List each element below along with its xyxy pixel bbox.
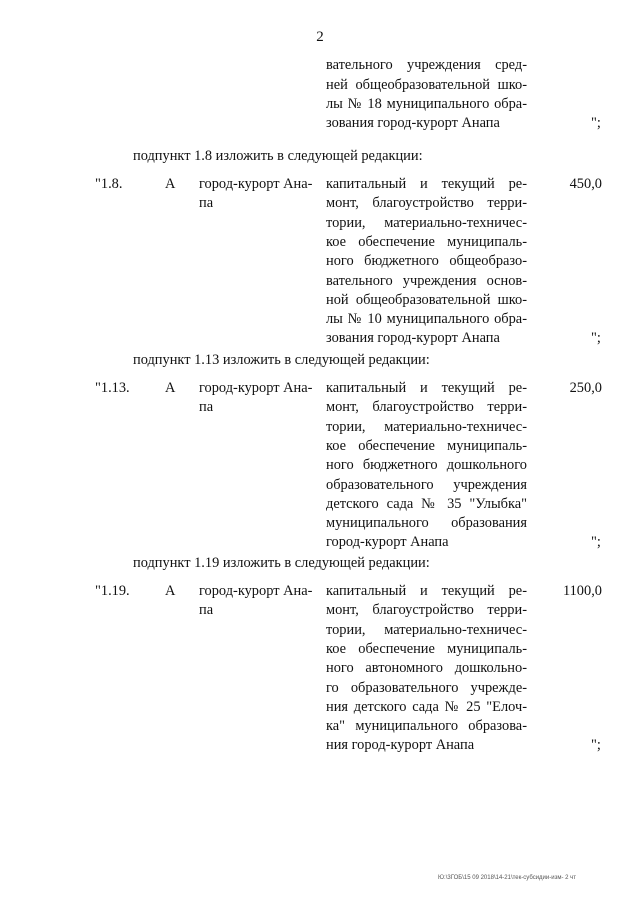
description-line: кое обеспечение муниципаль- bbox=[326, 437, 527, 454]
intro-line: ней общеобразовательной шко- bbox=[326, 77, 527, 93]
description-line: кое обеспечение муниципаль- bbox=[326, 233, 527, 250]
description-line: монт, благоустройство терри- bbox=[326, 602, 527, 619]
description-line: лы № 10 муниципального обра- bbox=[326, 311, 527, 328]
description-line: ния город-курорт Анапа bbox=[326, 737, 475, 754]
description-line: ного автономного дошкольно- bbox=[326, 660, 527, 677]
description-line: монт, благоустройство терри- bbox=[326, 195, 527, 212]
item-category: А bbox=[165, 380, 176, 396]
item-number: "1.8. bbox=[95, 176, 123, 192]
description-line: капитальный и текущий ре- bbox=[326, 176, 527, 192]
section-heading: подпункт 1.13 изложить в следующей редакции: bbox=[133, 352, 430, 368]
description-line: детского сада № 35 "Улыбка" bbox=[326, 495, 527, 512]
section-heading: подпункт 1.8 изложить в следующей редакции: bbox=[133, 148, 423, 164]
closing-quote: "; bbox=[591, 737, 601, 754]
description-line: тории, материально-техничес- bbox=[326, 621, 527, 638]
closing-quote: "; bbox=[591, 115, 601, 131]
intro-line: лы № 18 муниципального обра- bbox=[326, 96, 527, 112]
description-line: тории, материально-техничес- bbox=[326, 418, 527, 435]
municipality-line: па bbox=[199, 399, 214, 415]
footer-file-path: Ю:\3ГОБ\15 09 2018\14-21\тек-субсидии-изм- 2 чт bbox=[438, 875, 577, 881]
municipality-line: город-курорт Ана- bbox=[199, 583, 313, 599]
description-line: образовательного учреждения bbox=[326, 476, 527, 493]
description-line: капитальный и текущий ре- bbox=[326, 583, 527, 599]
intro-line: зования город-курорт Анапа bbox=[326, 115, 500, 131]
municipality-line: город-курорт Ана- bbox=[199, 380, 313, 396]
description-line: монт, благоустройство терри- bbox=[326, 399, 527, 416]
item-number: "1.19. bbox=[95, 583, 130, 599]
item-amount: 450,0 bbox=[569, 176, 602, 192]
item-category: А bbox=[165, 176, 176, 192]
item-amount: 1100,0 bbox=[562, 583, 602, 599]
item-category: А bbox=[165, 583, 176, 599]
municipality-line: па bbox=[199, 195, 214, 211]
municipality-line: па bbox=[199, 602, 214, 618]
description-line: зования город-курорт Анапа bbox=[326, 330, 500, 347]
description-line: тории, материально-техничес- bbox=[326, 214, 527, 231]
description-line: ния детского сада № 25 "Елоч- bbox=[326, 698, 527, 715]
item-number: "1.13. bbox=[95, 380, 130, 396]
description-line: вательного учреждения основ- bbox=[326, 272, 527, 289]
description-line: кое обеспечение муниципаль- bbox=[326, 640, 527, 657]
description-line: ного бюджетного общеобразо- bbox=[326, 253, 527, 270]
description-line: капитальный и текущий ре- bbox=[326, 380, 527, 396]
description-line: ка" муниципального образова- bbox=[326, 718, 527, 735]
closing-quote: "; bbox=[591, 534, 601, 551]
description-line: го образовательного учрежде- bbox=[326, 679, 527, 696]
intro-line: вательного учреждения сред- bbox=[326, 57, 527, 73]
closing-quote: "; bbox=[591, 330, 601, 347]
description-line: ного бюджетного дошкольного bbox=[326, 457, 527, 474]
page-number: 2 bbox=[316, 29, 324, 45]
item-amount: 250,0 bbox=[569, 380, 602, 396]
section-heading: подпункт 1.19 изложить в следующей редакции: bbox=[133, 555, 430, 571]
municipality-line: город-курорт Ана- bbox=[199, 176, 313, 192]
description-line: город-курорт Анапа bbox=[326, 534, 449, 551]
description-line: муниципального образования bbox=[326, 515, 527, 532]
description-line: ной общеобразовательной шко- bbox=[326, 291, 527, 308]
